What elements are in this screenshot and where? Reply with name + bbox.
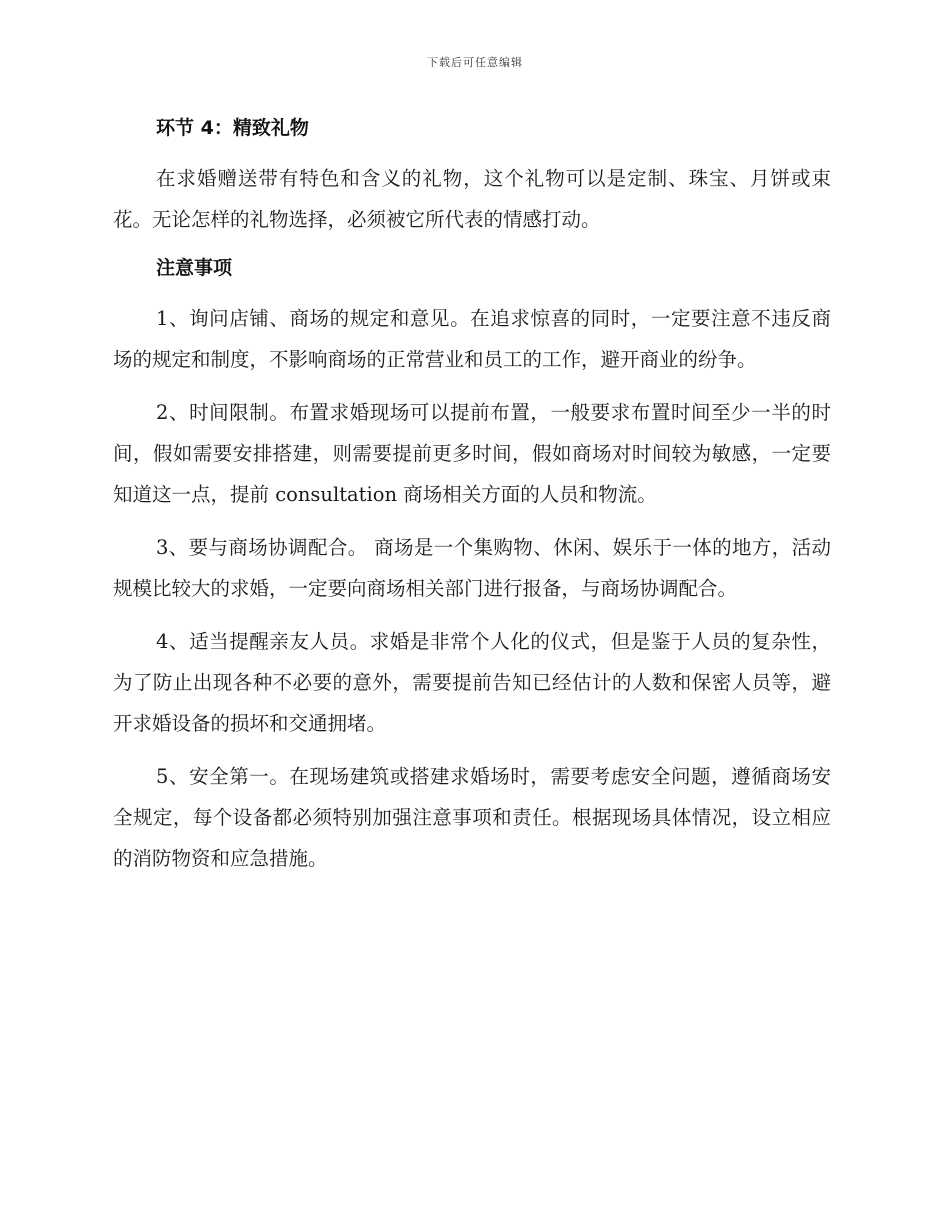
header-note: 下载后可任意编辑 bbox=[427, 56, 523, 69]
note-item-1: 1、询问店铺、商场的规定和意见。在追求惊喜的同时，一定要注意不违反商场的规定和制度，不影响商场的正常营业和员工的工作，避开商业的纷争。 bbox=[113, 307, 831, 371]
document-body bbox=[113, 112, 831, 891]
paragraph-gift: 在求婚赠送带有特色和含义的礼物，这个礼物可以是定制、珠宝、月饼或束花。无论怎样的礼物选择，必须被它所代表的情感打动。 bbox=[113, 167, 831, 231]
section-heading-gift: 环节 4：精致礼物 bbox=[156, 117, 309, 139]
note-item-5: 5、安全第一。在现场建筑或搭建求婚场时，需要考虑安全问题，遵循商场安全规定，每个设备都必须特别加强注意事项和责任。根据现场具体情况，设立相应的消防物资和应急措施。 bbox=[113, 765, 831, 870]
note-item-4: 4、适当提醒亲友人员。求婚是非常个人化的仪式，但是鉴于人员的复杂性，为了防止出现各种不必要的意外，需要提前告知已经估计的人数和保密人员等，避开求婚设备的损坏和交通拥堵。 bbox=[113, 630, 831, 735]
note-item-3: 3、要与商场协调配合。 商场是一个集购物、休闲、娱乐于一体的地方，活动规模比较大的求婚，一定要向商场相关部门进行报备，与商场协调配合。 bbox=[113, 536, 831, 600]
section-heading-notes: 注意事项 bbox=[156, 257, 233, 279]
note-item-2: 2、时间限制。布置求婚现场可以提前布置，一般要求布置时间至少一半的时间，假如需要安排搭建，则需要提前更多时间，假如商场对时间较为敏感，一定要知道这一点，提前 consultation 商场相关方面的人员和物流。 bbox=[113, 401, 831, 506]
